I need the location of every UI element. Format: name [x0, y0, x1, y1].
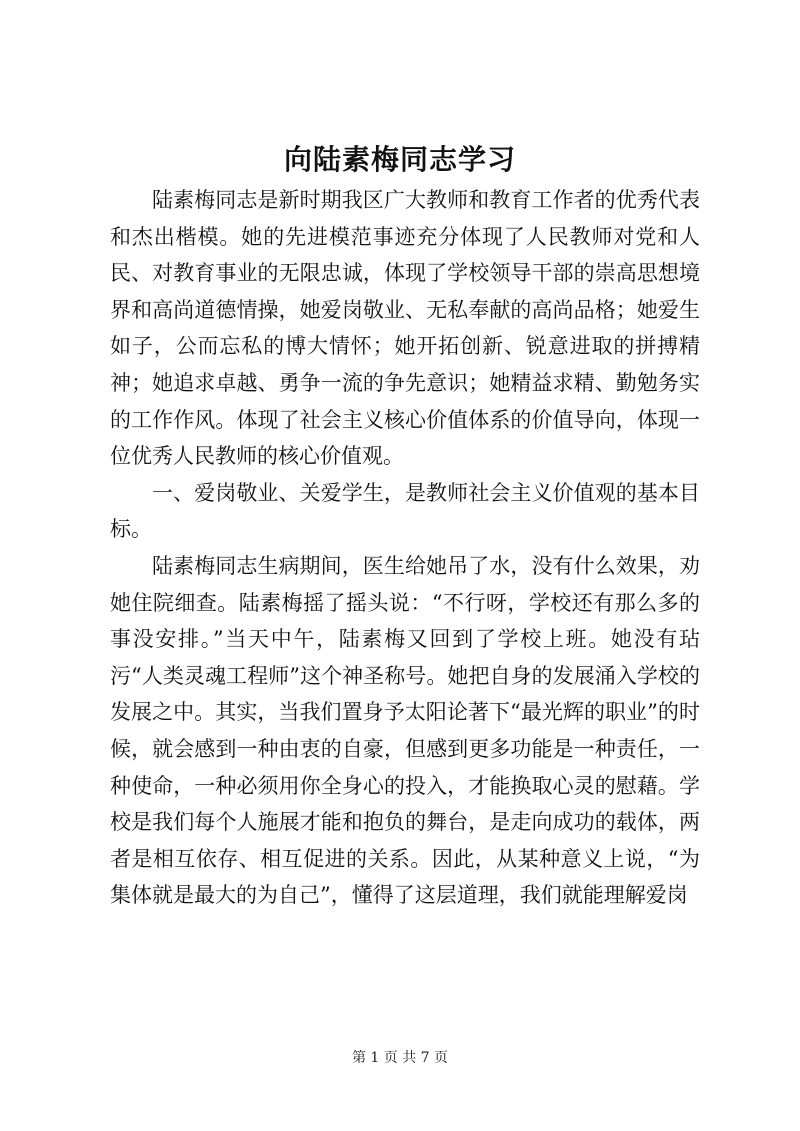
document-title: 向陆素梅同志学习 — [283, 143, 516, 176]
document-body — [110, 182, 700, 914]
paragraph-section-heading: 一、爱岗敬业、关爱学生，是教师社会主义价值观的基本目标。 — [110, 480, 700, 542]
paragraph-story: 陆素梅同志生病期间，医生给她吊了水，没有什么效果，劝她住院细查。陆素梅摇了摇头说：“不行呀，学校还有那么多的事没安排。”当天中午，陆素梅又回到了学校上班。她没有玷污“人类灵魂工程师”这个神圣称号。她把自身的发展涌入学校的发展之中。其实，当我们置身予太阳论著下“最光辉的职业”的时候，就会感到一种由衷的自豪，但感到更多功能是一种责任，一种使命，一种必须用你全身心的投入，才能换取心灵的慰藉。学校是我们每个人施展才能和抱负的舞台，是走向成功的载体，两者是相互依存、相互促进的关系。因此，从某种意义上说，“为集体就是最大的为自己”，懂得了这层道理，我们就能理解爱岗 — [110, 553, 700, 908]
page-number-footer: 第 1 页 共 7 页 — [351, 1050, 449, 1066]
paragraph-intro: 陆素梅同志是新时期我区广大教师和教育工作者的优秀代表和杰出楷模。她的先进模范事迹充分体现了人民教师对党和人民、对教育事业的无限忠诚，体现了学校领导干部的崇高思想境界和高尚道德情操，她爱岗敬业、无私奉献的高尚品格；她爱生如子，公而忘私的博大情怀；她开拓创新、锐意进取的拼搏精神；她追求卓越、勇争一流的争先意识；她精益求精、勤勉务实的工作作风。体现了社会主义核心价值体系的价值导向，体现一位优秀人民教师的核心价值观。 — [110, 188, 700, 469]
